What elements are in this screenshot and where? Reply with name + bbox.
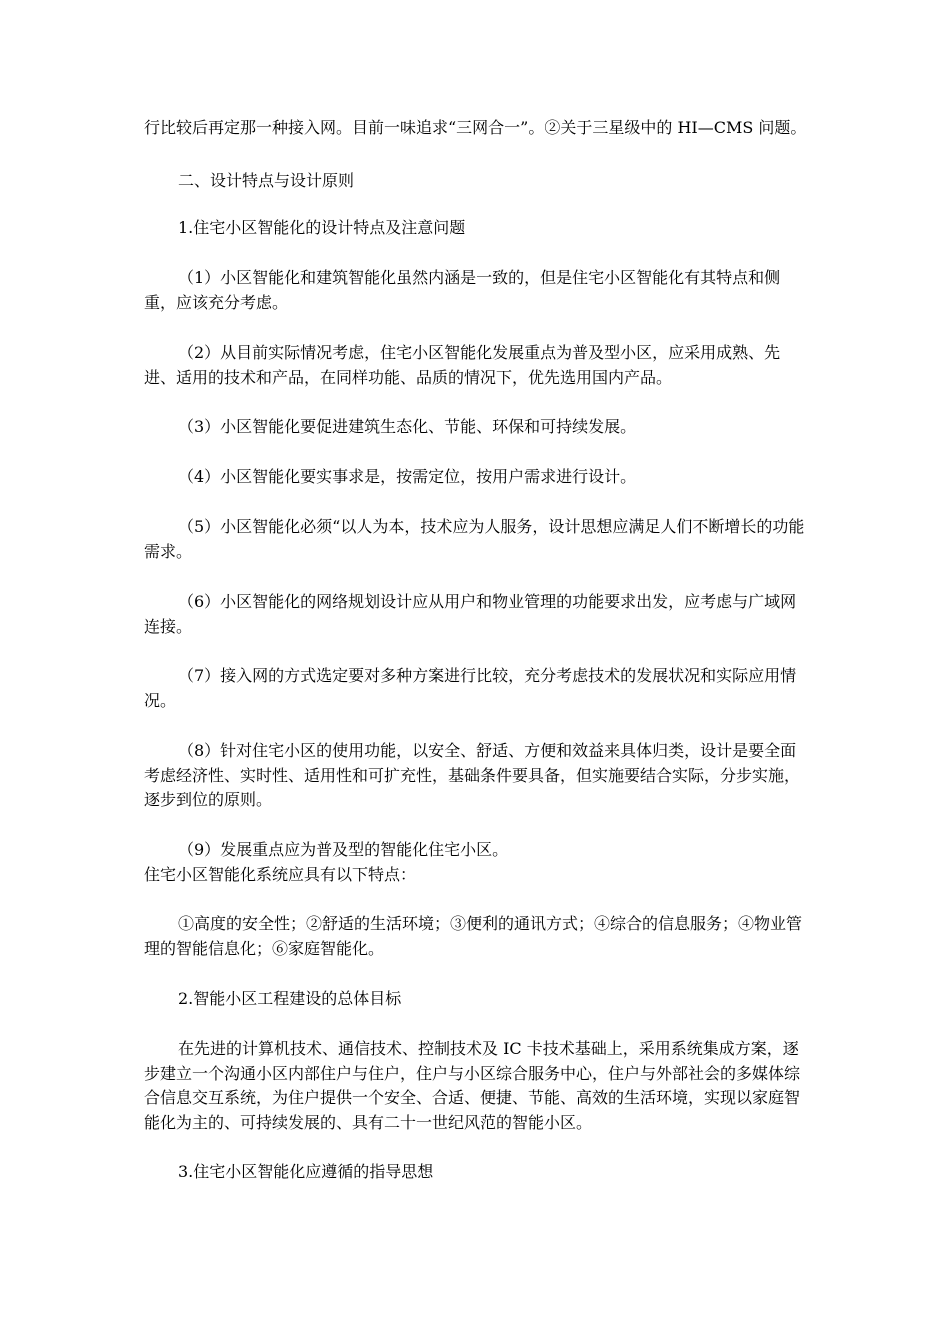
list-item-6: （6）小区智能化的网络规划设计应从用户和物业管理的功能要求出发，应考虑与广域网连接。: [144, 592, 797, 636]
subsection-heading-1: 1.住宅小区智能化的设计特点及注意问题: [178, 218, 466, 237]
list-item-4: （4）小区智能化要实事求是，按需定位，按用户需求进行设计。: [178, 467, 637, 486]
section-heading-design-features: 二、设计特点与设计原则: [178, 171, 355, 190]
list-item-7: （7）接入网的方式选定要对多种方案进行比较，充分考虑技术的发展状况和实际应用情况。: [144, 666, 797, 710]
subsection-heading-3: 3.住宅小区智能化应遵循的指导思想: [178, 1162, 434, 1181]
list-item-8: （8）针对住宅小区的使用功能，以安全、舒适、方便和效益来具体归类，设计是要全面考虑经济性、实时性、适用性和可扩充性，基础条件要具备，但实施要结合实际，分步实施，逐步到位的原则。: [144, 741, 801, 809]
list-item-9: （9）发展重点应为普及型的智能化住宅小区。: [178, 840, 509, 859]
list-item-5: （5）小区智能化必须“以人为本，技术应为人服务，设计思想应满足人们不断增长的功能需求。: [144, 517, 805, 561]
list-item-2: （2）从目前实际情况考虑，住宅小区智能化发展重点为普及型小区，应采用成熟、先进、适用的技术和产品，在同样功能、品质的情况下，优先选用国内产品。: [144, 343, 781, 387]
list-item-1: （1）小区智能化和建筑智能化虽然内涵是一致的，但是住宅小区智能化有其特点和侧重，应该充分考虑。: [144, 268, 781, 312]
overall-goal-paragraph: 在先进的计算机技术、通信技术、控制技术及 IC 卡技术基础上，采用系统集成方案，逐步建立一个沟通小区内部住户与住户，住户与小区综合服务中心，住户与外部社会的多媒体综合信息交互系统，为住户提供一个安全、合适、便捷、节能、高效的生活环境，实现以家庭智能化为主的、可持续发展的、具有二十一世纪风范的智能小区。: [144, 1039, 801, 1132]
paragraph-continuation: 行比较后再定那一种接入网。目前一味追求“三网合一”。②关于三星级中的 HI—CMS 问题。: [144, 118, 807, 137]
subsection-heading-2: 2.智能小区工程建设的总体目标: [178, 989, 402, 1008]
features-intro: 住宅小区智能化系统应具有以下特点：: [144, 865, 417, 884]
features-list: ①高度的安全性；②舒适的生活环境；③便利的通讯方式；④综合的信息服务；④物业管理的智能信息化；⑥家庭智能化。: [144, 914, 803, 958]
list-item-3: （3）小区智能化要促进建筑生态化、节能、环保和可持续发展。: [178, 417, 637, 436]
